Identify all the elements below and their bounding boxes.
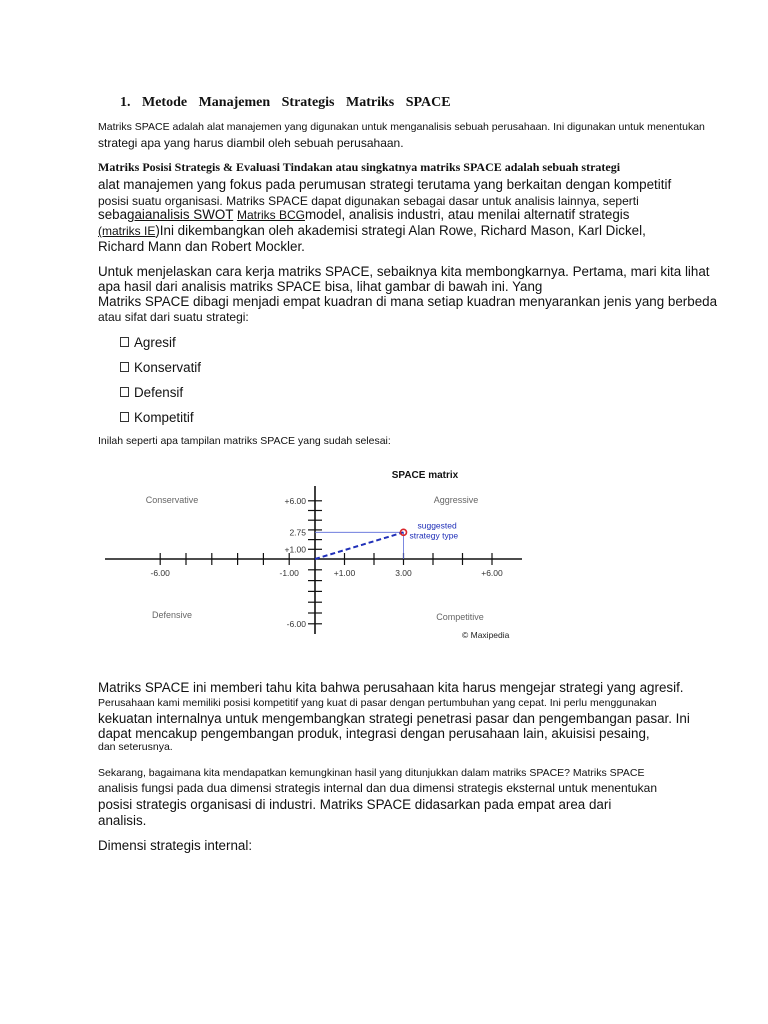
para6: Dimensi strategis internal: — [98, 838, 253, 853]
para2-line4-post: model, analisis industri, atau menilai alternatif strategis — [304, 207, 630, 222]
para4-line1: Matriks SPACE ini memberi tahu kita bahwa perusahaan kita harus mengejar strategi yang agresif. — [98, 680, 684, 695]
strategy-vector — [315, 532, 404, 559]
bcg-link[interactable]: Matriks BCG — [236, 208, 305, 222]
checkbox-icon — [120, 362, 129, 372]
para5-line2: analisis fungsi pada dua dimensi strategis internal dan dua dimensi strategis eksternal untuk menentukan — [98, 781, 657, 795]
bullet-item — [120, 410, 194, 425]
para1-line1: Matriks SPACE adalah alat manajemen yang digunakan untuk menganalisis sebuah perusahaan. Ini digunakan untuk menentukan — [98, 121, 705, 133]
para5-line4: analisis. — [98, 813, 147, 828]
x-tick-label: +6.00 — [481, 568, 503, 578]
y-tick-label: +1.00 — [284, 544, 306, 555]
y-tick-label: +6.00 — [284, 495, 306, 506]
para2-line2: alat manajemen yang fokus pada perumusan strategi terutama yang berkaitan dengan kompetitif — [98, 177, 672, 192]
para4-line3: kekuatan internalnya untuk mengembangkan strategi penetrasi pasar dan pengembangan pasar. Ini — [98, 711, 690, 726]
annotation-line1: suggested — [417, 520, 457, 531]
para4-line5: dan seterusnya. — [98, 741, 173, 753]
x-tick-label: -6.00 — [150, 568, 170, 578]
ie-matrix-link[interactable]: (matriks IE — [98, 224, 156, 238]
figure-caption: Inilah seperti apa tampilan matriks SPACE yang sudah selesai: — [98, 435, 391, 447]
x-tick-label: 3.00 — [395, 568, 412, 578]
para4-line2: Perusahaan kami memiliki posisi kompetitif yang kuat di pasar dengan pertumbuhan yang cepat. Ini perlu menggunakan — [98, 697, 657, 709]
quadrant-label-defensive: Defensive — [151, 610, 193, 620]
para2-line4 — [98, 207, 629, 222]
para2-line3: posisi suatu organisasi. Matriks SPACE dapat digunakan sebagai dasar untuk analisis lainnya, seperti — [98, 194, 639, 208]
bullet-label: Konservatif — [134, 360, 201, 375]
quadrant-label-aggressive: Aggressive — [433, 495, 479, 505]
para4-line4: dapat mencakup pengembangan produk, integrasi dengan perusahaan lain, akuisisi pesaing, — [98, 726, 650, 741]
para3-line3: Matriks SPACE dibagi menjadi empat kuadran di mana setiap kuadran menyarankan jenis yang berbeda — [98, 294, 718, 309]
para2-line5-post: )Ini dikembangkan oleh akademisi strategi Alan Rowe, Richard Mason, Karl Dickel, — [155, 223, 646, 238]
quadrant-label-competitive: Competitive — [436, 612, 484, 622]
checkbox-icon — [120, 412, 129, 422]
para2-line5 — [98, 223, 646, 238]
chart-credit: © Maxipedia — [462, 630, 510, 640]
space-matrix-chart — [90, 458, 540, 648]
chart-title: SPACE matrix — [391, 470, 459, 481]
checkbox-icon — [120, 387, 129, 397]
para2-line1: Matriks Posisi Strategis & Evaluasi Tindakan atau singkatnya matriks SPACE adalah sebuah strategi — [98, 160, 621, 174]
para2-line6: Richard Mann dan Robert Mockler. — [98, 239, 305, 254]
para3-line4: atau sifat dari suatu strategi: — [98, 310, 249, 324]
bullet-item — [120, 385, 183, 400]
para1-line2: strategi apa yang harus diambil oleh sebuah perusahaan. — [98, 136, 404, 150]
quadrant-label-conservative: Conservative — [145, 495, 199, 505]
heading-title: Metode Manajemen Strategis Matriks SPACE — [142, 95, 451, 110]
para3-line1: Untuk menjelaskan cara kerja matriks SPACE, sebaiknya kita membongkarnya. Pertama, mari kita lihat — [98, 264, 710, 279]
bullet-label: Defensif — [134, 385, 184, 400]
bullet-label: Kompetitif — [134, 410, 194, 425]
bullet-item — [120, 335, 176, 350]
x-tick-label: -1.00 — [279, 568, 299, 578]
section-heading — [120, 95, 451, 111]
bullet-label: Agresif — [134, 335, 176, 350]
bullet-item — [120, 360, 201, 375]
heading-number: 1. — [120, 95, 131, 110]
annotation-line2: strategy type — [409, 530, 459, 541]
x-tick-label: +1.00 — [333, 568, 356, 578]
para5-line3: posisi strategis organisasi di industri. Matriks SPACE didasarkan pada empat area dari — [98, 797, 612, 812]
y-tick-label: -6.00 — [286, 618, 306, 629]
checkbox-icon — [120, 337, 129, 347]
para2-line4-pre: sebag — [98, 207, 135, 222]
y-tick-label: 2.75 — [289, 527, 306, 538]
para3-line2: apa hasil dari analisis matriks SPACE bisa, lihat gambar di bawah ini. Yang — [98, 279, 543, 294]
swot-link[interactable]: aianalisis SWOT — [134, 207, 234, 222]
para5-line1: Sekarang, bagaimana kita mendapatkan kemungkinan hasil yang ditunjukkan dalam matriks SPACE? Matriks SPACE — [98, 767, 645, 779]
